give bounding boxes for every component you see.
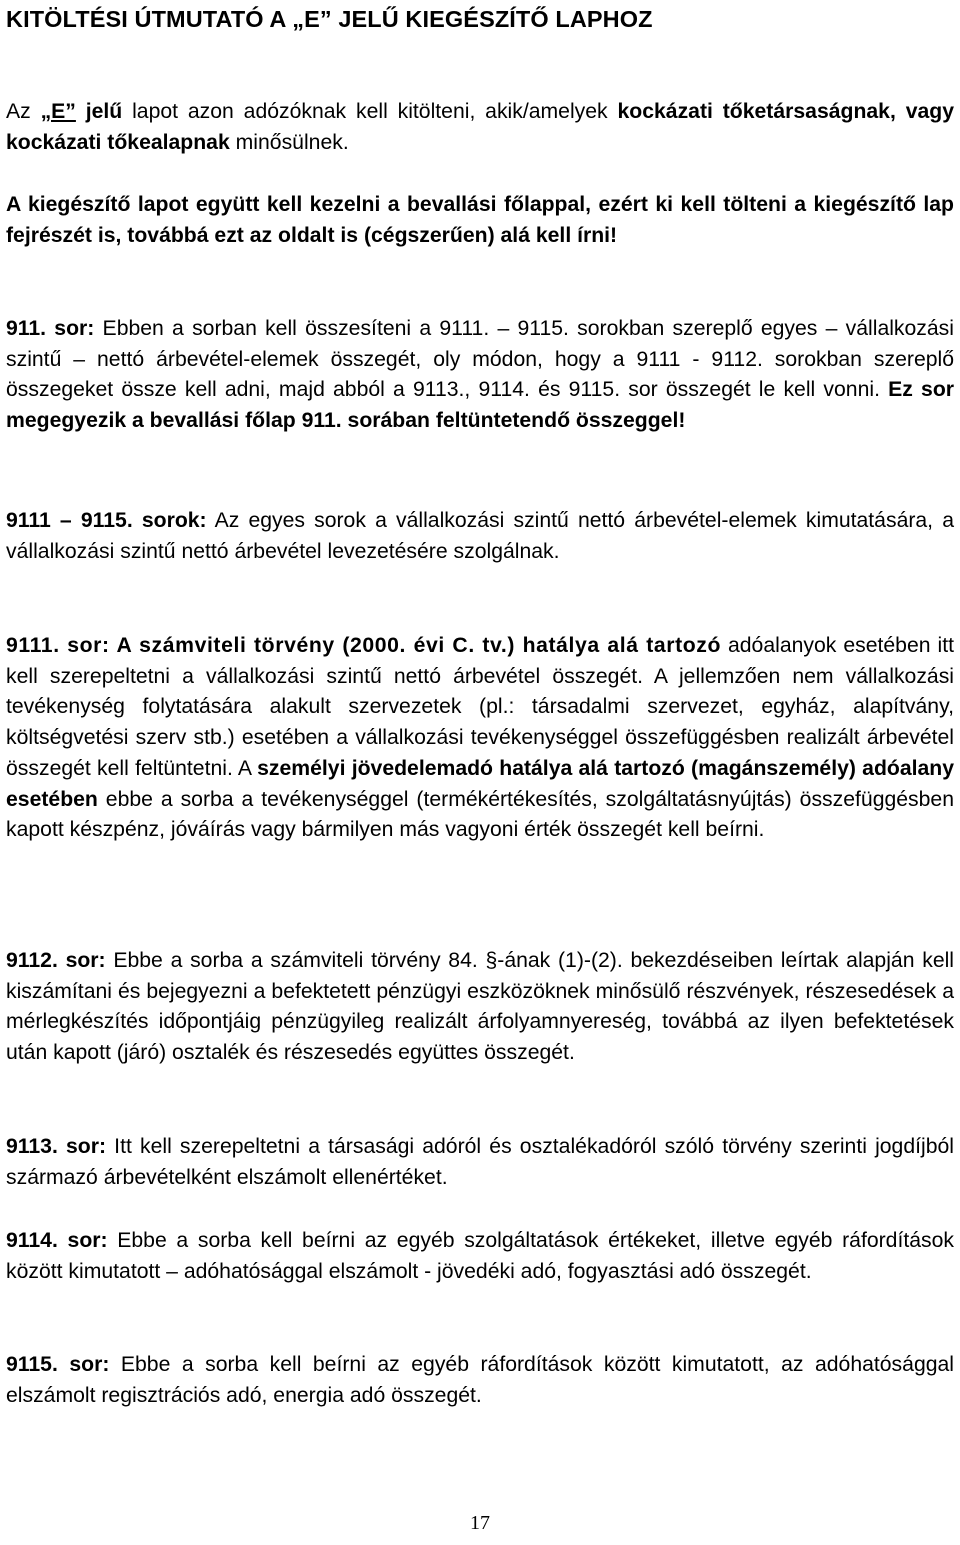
intro-highlight: kockázati tőketársaságnak, vagy kockázati tőkealapnak: [6, 100, 954, 154]
row-911-note: Ez sor megegyezik a bevallási főlap 911. sorában feltüntetendő összeggel!: [6, 378, 955, 433]
row-9111-section: [6, 631, 954, 846]
intro-text-3: minősülnek.: [229, 130, 349, 154]
row-9111-text-2: ebbe a sorba a tevékenységgel (termékértékesítés, szolgáltatásnyújtás) összefüggésben kapott készpénz, jóváírás vagy bármilyen más vagyoni érték összegét kell beírni.: [6, 787, 954, 842]
row-9114-text: Ebbe a sorba kell beírni az egyéb szolgáltatások értékeket, illetve egyéb ráfordítások között kimutatott – adóhatósággal elszámolt - jövedéki adó, fogyasztási adó összegét.: [6, 1229, 954, 1283]
row-911-label: 911. sor:: [6, 317, 95, 340]
row-9115-text: Ebbe a sorba kell beírni az egyéb ráfordítások között kimutatott, az adóhatósággal elszámolt regisztrációs adó, energia adó összegét.: [6, 1353, 954, 1407]
row-9115-label: 9115. sor:: [6, 1353, 110, 1376]
intro-text-2: lapot azon adózóknak kell kitölteni, akik/amelyek: [122, 100, 618, 123]
page-title: KITÖLTÉSI ÚTMUTATÓ A „E” JELŰ KIEGÉSZÍTŐ LAPHOZ: [6, 6, 653, 32]
row-911-text: Ebben a sorban kell összesíteni a 9111. – 9115. sorokban szereplő egyes – vállalkozási szintű – nettó árbevétel-elemek összegét, oly módon, hogy a 9111 - 9112. sorokban szereplő összegeket össze kell adni, majd abból a 9113., 9114. és 9115. sor összegét le kell vonni.: [6, 317, 954, 402]
row-9113-section: [6, 1132, 954, 1193]
intro-paragraph: [6, 97, 954, 158]
row-9112-text: Ebbe a sorba a számviteli törvény 84. §-ának (1)-(2). bekezdéseiben leírtak alapján kell kiszámítani és bejegyezni a befektetett pénzügyi eszközöknek minősülő részvények, részesedések a mérlegkészítés időpontjáig pénzügyileg realizált árfolyamnyereség, továbbá az ilyen befektetések után kapott (járó) osztalék és részesedés együttes összegét.: [6, 949, 955, 1065]
rows-9111-9115-section: [6, 506, 954, 567]
row-9114-section: [6, 1226, 954, 1287]
row-9111-text-1: adóalanyok esetében itt kell szerepeltetni a vállalkozási szintű nettó árbevétel összegét. A jellemzően nem vállalkozási tevékenység folytatására alakult szervezetek (pl.: társadalmi szervezet, egyház, alapítvány, költségvetési szerv stb.) esetében a vállalkozási tevékenységgel összefüggésben realizált árbevétel összegét kell feltüntetni. A: [6, 634, 954, 780]
row-9113-text: Itt kell szerepeltetni a társasági adóról és osztalékadóról szóló törvény szerinti jogdíjból származó árbevételként elszámolt ellenértéket.: [6, 1135, 954, 1189]
row-9115-section: [6, 1350, 954, 1411]
attachment-instruction: [6, 190, 954, 251]
rows-9111-9115-label: 9111 – 9115. sorok:: [6, 509, 207, 532]
row-9114-label: 9114. sor:: [6, 1229, 108, 1252]
page-number: 17: [470, 1512, 490, 1534]
attachment-text: A kiegészítő lapot együtt kell kezelni a bevallási főlappal, ezért ki kell tölteni a kiegészítő lap fejrészét is, továbbá ezt az oldalt is (cégszerűen) alá kell írni!: [6, 193, 954, 247]
row-9112-label: 9112. sor:: [6, 949, 106, 972]
row-9111-highlight: személyi jövedelemadó hatálya alá tartozó (magánszemély) adóalany esetében: [6, 756, 955, 811]
intro-text-1: Az: [6, 100, 41, 123]
row-9112-section: [6, 946, 954, 1069]
rows-9111-9115-text: Az egyes sorok a vállalkozási szintű nettó árbevétel-elemek kimutatására, a vállalkozási szintű nettó árbevétel levezetésére szolgálnak.: [6, 509, 954, 563]
row-9111-label: 9111. sor: A számviteli törvény (2000. évi C. tv.) hatálya alá tartozó: [6, 634, 722, 657]
row-911-section: [6, 314, 954, 437]
row-9113-label: 9113. sor:: [6, 1135, 107, 1158]
form-letter: „E”: [40, 100, 76, 123]
intro-text-jelu: jelű: [75, 100, 123, 123]
